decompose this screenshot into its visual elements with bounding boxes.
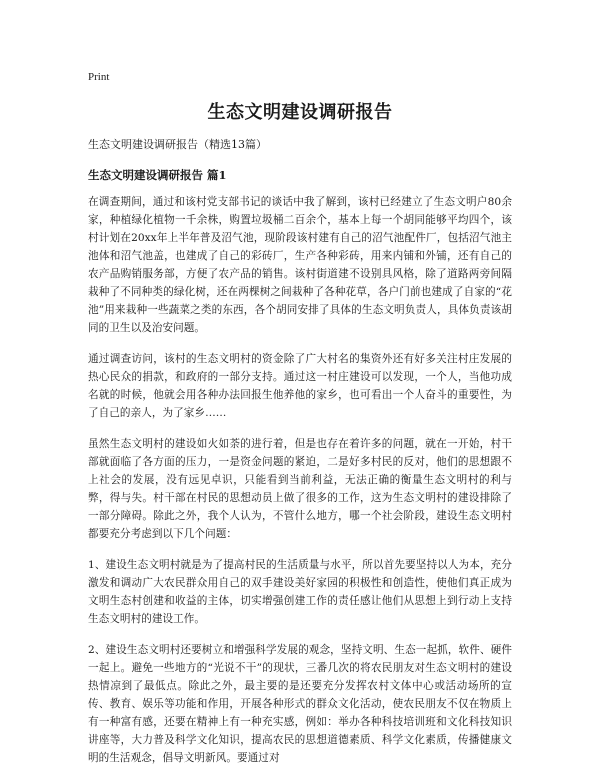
body-paragraph-3: 虽然生态文明村的建设如火如荼的进行着，但是也存在着许多的问题，就在一开始，村干部就面临了各方面的压力，一是资金问题的紧迫，二是好多村民的反对，他们的思想跟不上社会的发展，没有远见卓识，只能看到当前利益，无法正确的衡量生态文明村的利与弊，得与失。村干部在村民的思想动员上做了很多的工作，这为生态文明村的建设排除了一部分障碍。除此之外，我个人认为，不管什么地方，哪一个社会阶段，建设生态文明村都要充分考虑到以下几个问题： (88, 438, 512, 540)
section-heading: 生态文明建设调研报告 篇1 (88, 168, 227, 182)
document-page (88, 70, 512, 767)
body-paragraph-4: 1、建设生态文明村就是为了提高村民的生活质量与水平，所以首先要坚持以人为本，充分激发和调动广大农民群众用自己的双手建设美好家园的积极性和创造性，使他们真正成为文明生态村创建和收益的主体，切实增强创建工作的责任感让他们从思想上到行动上支持生态文明村的建设工作。 (88, 559, 512, 625)
body-paragraph-2: 通过调查访问，该村的生态文明村的资金除了广大村名的集资外还有好多关注村庄发展的热心民众的捐款，和政府的一部分支持。通过这一村庄建设可以发现，一个人，当他功成名就的时候，他就会用各种办法回报生他养他的家乡，也可看出一个人奋斗的重要性，为了自己的亲人，为了家乡…… (88, 353, 512, 419)
body-paragraph-1: 在调查期间，通过和该村党支部书记的谈话中我了解到，该村已经建立了生态文明户80余家，种植绿化植物一千余株，购置垃圾桶二百余个，基本上每一个胡同能够平均四个，该村计划在20xx年上半年普及沼气池，现阶段该村建有自己的沼气池配件厂，包括沼气池主池体和沼气池盖，也建成了自己的彩砖厂，生产各种彩砖，用来内铺和外铺，还有自己的农产品购销服务部，方便了农产品的销售。该村街道建不设别具风格，除了道路两旁间隔栽种了不同种类的绿化树，还在两棵树之间栽种了各种花草，各户门前也建成了自家的“花池”用来栽种一些蔬菜之类的东西，各个胡同安排了具体的生态文明负责人，具体负责该胡同的卫生以及治安问题。 (88, 196, 512, 334)
page-title: 生态文明建设调研报告 (207, 102, 393, 123)
body-paragraph-5: 2、建设生态文明村还要树立和增强科学发展的观念，坚持文明、生态一起抓，软件、硬件一起上。避免一些地方的“光说不干”的现状，三番几次的将农民朋友对生态文明村的建设热情凉到了最低点。除此之外，最主要的是还要充分发挥农村文体中心或活动场所的宣传、教育、娱乐等功能和作用，开展各种形式的群众文化活动，使农民朋友不仅在物质上有一种富有感，还要在精神上有一种充实感，例如：举办各种科技培训班和文化科技知识讲座等，大力普及科学文化知识，提高农民的思想道德素质、科学文化素质，传播健康文明的生活观念，倡导文明新风。要通过对 (88, 644, 512, 764)
document-subtitle: 生态文明建设调研报告（精选13篇） (88, 138, 267, 151)
print-link[interactable]: Print (88, 71, 110, 83)
